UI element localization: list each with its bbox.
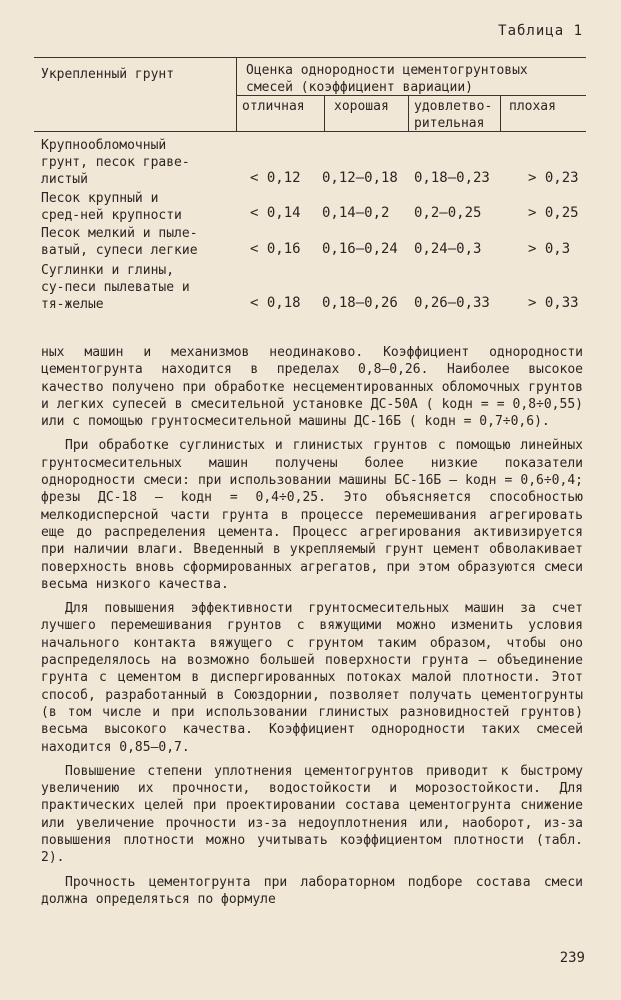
- row1-soil: Крупнообломочный грунт, песок граве-листый: [41, 138, 190, 187]
- row4-excellent: < 0,18: [250, 295, 301, 311]
- row4-soil: Суглинки и глины, су-песи пылеватые и тя-желые: [41, 263, 190, 312]
- row2-excellent: < 0,14: [250, 205, 301, 221]
- row3-excellent: < 0,16: [250, 241, 301, 257]
- header-bottom-rule: [34, 131, 586, 132]
- vrule-1: [324, 95, 325, 131]
- grade-satisfactory: удовлетво-рительная: [414, 99, 493, 131]
- paragraph-2: При обработке суглинистых и глинистых грунтов с помощью линейных грунтосмесительных машин получены более низкие показатели однородности смеси: при использовании машины БС-16Б – kодн = 0,6÷0,4; фрезы ДС-18 – kодн = 0,4÷0,25. Это объясняется способностью мелкодисперсной части грунта в процессе перемешивания агрегировать еще до распределения цемента. Процесс агрегирования активизируется при наличии влаги. Введенный в укрепляемый грунт цемент обволакивает поверхность вновь сформированных агрегатов, при этом образуются смеси весьма низкого качества.: [41, 438, 583, 592]
- row1-poor: > 0,23: [528, 170, 579, 186]
- grade-poor: плохая: [509, 99, 556, 114]
- table-title: Таблица 1: [498, 23, 583, 39]
- grade-good: хорошая: [334, 99, 389, 114]
- paragraph-1: ных машин и механизмов неодинаково. Коэффициент однородности цементогрунта находится в пределах 0,8–0,26. Наиболее высокое качество получено при обработке несцементированных обломочных грунтов и легких супесей в смесительной установке ДС-50А ( kодн = = 0,8÷0,55) или с помощью грунтосмесительной машины ДС-16Б ( kодн = 0,7÷0,6).: [41, 345, 583, 430]
- vrule-3: [500, 95, 501, 131]
- page-number: 239: [559, 950, 585, 966]
- row2-satisfactory: 0,2–0,25: [414, 205, 482, 221]
- table-top-rule: [34, 57, 586, 58]
- row3-satisfactory: 0,24–0,3: [414, 241, 482, 257]
- row2-poor: > 0,25: [528, 205, 579, 221]
- row1-satisfactory: 0,18–0,23: [414, 170, 490, 186]
- row4-poor: > 0,33: [528, 295, 579, 311]
- row1-good: 0,12–0,18: [322, 170, 398, 186]
- row2-soil: Песок крупный и сред-ней крупности: [41, 191, 182, 223]
- paragraph-4: Повышение степени уплотнения цементогрунтов приводит к быстрому увеличению их прочности, водостойкости и морозостойкости. Для практических целей при проектировании состава цементогрунта снижение или увеличение прочности из-за недоуплотнения или, наоборот, из-за повышения плотности можно учитывать коэффициентом плотности (табл. 2).: [41, 763, 583, 866]
- body-text: [41, 344, 583, 915]
- paragraph-5: Прочность цементогрунта при лабораторном подборе состава смеси должна определяться по формуле: [41, 874, 583, 907]
- paragraph-3: Для повышения эффективности грунтосмесительных машин за счет лучшего перемешивания грунтов с вяжущими можно изменить условия начального контакта вяжущего с грунтом таким образом, чтобы оно распределялось на возможно большей поверхности грунта – объединение грунта с цементом в диспергированных потоках малой плотности. Этот способ, разработанный в Союздорнии, позволяет получать цементогрунты (в том числе и при использовании глинистых разновидностей грунтов) весьма высокого качества. Коэффициент однородности таких смесей находится 0,85–0,7.: [41, 601, 583, 755]
- row4-satisfactory: 0,26–0,33: [414, 295, 490, 311]
- row1-excellent: < 0,12: [250, 170, 301, 186]
- grade-excellent: отличная: [242, 99, 305, 114]
- row4-good: 0,18–0,26: [322, 295, 398, 311]
- row3-good: 0,16–0,24: [322, 241, 398, 257]
- row3-soil: Песок мелкий и пыле-ватый, супеси легкие: [41, 226, 198, 258]
- row2-good: 0,14–0,2: [322, 205, 390, 221]
- vrule-soil: [236, 57, 237, 131]
- vrule-2: [408, 95, 409, 131]
- col-header-group: Оценка однородности цементогрунтовых смесей (коэффициент вариации): [246, 63, 528, 95]
- row3-poor: > 0,3: [528, 241, 571, 257]
- col-header-soil: Укрепленный грунт: [41, 67, 175, 82]
